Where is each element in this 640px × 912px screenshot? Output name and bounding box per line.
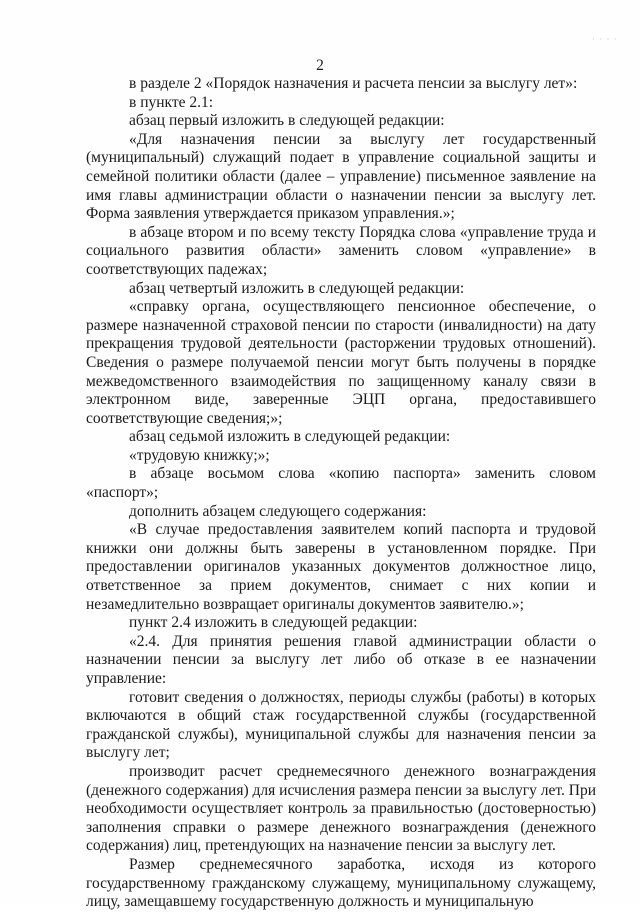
paragraph: «2.4. Для принятия решения главой администрации области о назначении пенсии за выслугу лет либо об отказе в ее назначении управление:	[86, 632, 596, 687]
paragraph: «Для назначения пенсии за выслугу лет государственный (муниципальный) служащий подает в управление социальной защиты и семейной политики области (далее – управление) письменное заявление на имя главы администрации области о назначении пенсии за выслугу лет. Форма заявления утверждается приказом управления.»;	[86, 130, 596, 223]
paragraph: «В случае предоставления заявителем копий паспорта и трудовой книжки они должны быть заверены в установленном порядке. При предоставлении оригиналов указанных документов должностное лицо, ответственное за прием документов, снимает с них копии и незамедлительно возвращает оригиналы документов заявителю.»;	[86, 521, 596, 613]
paragraph: «справку органа, осуществляющего пенсионное обеспечение, о размере назначенной страховой пенсии по старости (инвалидности) на дату прекращения трудовой деятельности (расторжении трудовых отношений). Сведения о размере получаемой пенсии могут быть получены в порядке межведомственного взаимодействия по защищенному каналу связи в электронном виде, заверенные ЭЦП органа, предоставившего соответствующие сведения;»;	[86, 298, 596, 427]
paragraph: в абзаце втором и по всему тексту Порядка слова «управление труда и социального развития области» заменить словом «управление» в соответствующих падежах;	[86, 223, 596, 278]
paragraph: в абзаце восьмом слова «копию паспорта» заменить словом «паспорт»;	[86, 465, 596, 502]
scan-corner-mark: · · · ·	[592, 34, 618, 44]
paragraph: пункт 2.4 изложить в следующей редакции:	[129, 614, 418, 632]
paragraph: в разделе 2 «Порядок назначения и расчета пенсии за выслугу лет»:	[129, 75, 578, 92]
paragraph: производит расчет среднемесячного денежного вознаграждения (денежного содержания) для исчисления размера пенсии за выслугу лет. При необходимости осуществляет контроль за правильностью (достоверностью) заполнения справки о размере денежного вознаграждения (денежного содержания) лиц, претендующих на назначение пенсии за выслугу лет.	[86, 762, 596, 855]
document-body	[86, 75, 596, 912]
paragraph: Размер среднемесячного заработка, исходя из которого государственному гражданскому служащему, муниципальному служащему, лицу, замещавшему государственную должность и муниципальную	[86, 855, 596, 911]
paragraph: «трудовую книжку;»;	[129, 446, 270, 464]
paragraph: абзац седьмой изложить в следующей редакции:	[129, 428, 451, 446]
paragraph: абзац первый изложить в следующей редакции:	[129, 112, 445, 130]
paragraph: абзац четвертый изложить в следующей редакции:	[129, 279, 465, 297]
page-number: 2	[316, 57, 324, 74]
paragraph: готовит сведения о должностях, периоды службы (работы) в которых включаются в общий стаж государственной службы (государственной гражданской службы), муниципальной службы для назначения пенсии за выслугу лет;	[86, 688, 596, 762]
paragraph: в пункте 2.1:	[129, 93, 214, 111]
paragraph: дополнить абзацем следующего содержания:	[129, 502, 427, 520]
